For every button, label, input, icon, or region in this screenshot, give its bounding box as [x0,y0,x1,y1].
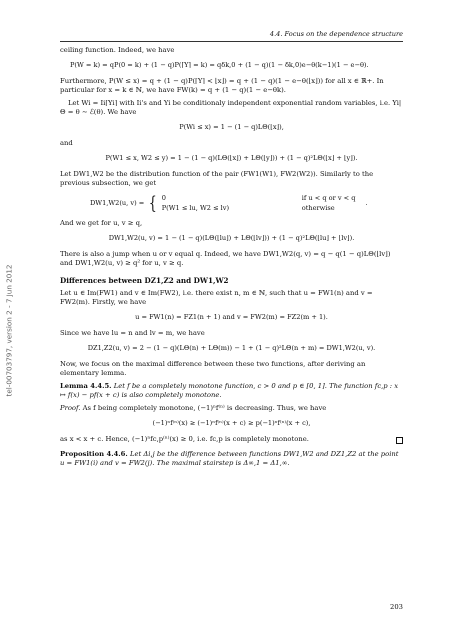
brace-icon: { [148,192,158,214]
page-number: 203 [390,603,403,611]
paragraph: Since we have lu = n and lv = m, we have [60,329,205,337]
lemma-text: Let f be a completely monotone function, c > 0 and p ∈ [0, 1]. The function fc,p : x ↦ f(x) − pf(x + c) is also completely monotone. [60,382,399,399]
equation: P(W = k) = qP(0 = k) + (1 − q)P(⌈Y⌉ = k) = qδk,0 + (1 − q)(1 − δk,0)e−θ(k−1)(1 − e−θ). [70,61,369,69]
proposition-text: Let Δi,j be the difference between functions DW1,W2 and DZ1,Z2 at the point u = FW1(i) and v = FW2(j). The maximal stairstep is Δ∞,1 = Δ1,∞. [60,450,399,467]
equation: DW1,W2(u, v) = 1 − (1 − q)(LΘ(⌊lu⌋) + LΘ(⌊lv⌋)) + (1 − q)²LΘ(⌊lu⌋ + ⌊lv⌋). [108,234,355,242]
paragraph: Let Wi = Ii⌈Yi⌉ with Ii's and Yi be conditionaly independent exponential random variables, i.e. Yi|Θ = θ ∼ ℰ(θ). We have [60,99,402,116]
section-heading: Differences between DZ1,Z2 and DW1,W2 [60,276,229,285]
archive-stamp [2,210,16,450]
proposition-label: Proposition 4.4.6. [60,450,128,458]
header-rule [60,41,403,42]
proof-text: As f being completely monotone, (−1)ⁿf⁽ⁿ⁾ is decreasing. Thus, we have [82,404,327,412]
proof-label: Proof. [60,404,81,412]
case-condition: otherwise [301,204,335,212]
equation: P(W1 ≤ x, W2 ≤ y) = 1 − (1 − q)(LΘ(⌊x⌋) + LΘ(⌊y⌋)) + (1 − q)²LΘ(⌊x⌋ + ⌊y⌋). [105,154,358,162]
paragraph: Let u ∈ Im(FW1) and v ∈ Im(FW2), i.e. there exist n, m ∈ ℕ, such that u = FW1(n) and v = FW2(m). Firstly, we have [60,289,373,306]
proof-end-text: as x < x + c. Hence, (−1)ⁿfc,p⁽ⁿ⁾(x) ≥ 0, i.e. fc,p is completely monotone. [60,435,309,443]
equation: DZ1,Z2(u, v) = 2 − (1 − q)(LΘ(n) + LΘ(m)) − 1 + (1 − q)²LΘ(n + m) = DW1,W2(u, v). [87,344,376,352]
cases-equation [90,194,403,213]
cases-end: . [365,199,368,207]
paragraph: Now, we focus on the maximal difference between these two functions, after deriving an elementary lemma. [60,360,366,377]
page-body [60,46,403,472]
paragraph: and [60,139,73,147]
equation: u = FW1(n) = FZ1(n + 1) and v = FW2(m) = FZ2(m + 1). [135,313,328,321]
case-condition: if u < q or v < q [301,194,356,202]
equation: P(Wi ≤ x) = 1 − (1 − q)LΘ(⌊x⌋), [179,123,284,131]
cases-lhs: DW1,W2(u, v) = [90,199,145,207]
proposition [60,450,403,468]
proof-end-line [60,435,403,444]
cases-rows [162,194,356,213]
case-value: 0 [161,194,166,202]
proof [60,404,403,413]
paragraph: Let DW1,W2 be the distribution function of the pair (FW1(W1), FW2(W2)). Similarly to the previous subsection, we get [60,170,374,187]
archive-stamp-text: tel-00703797, version 2 - 7 Jun 2012 [4,264,14,396]
lemma-label: Lemma 4.4.5. [60,382,112,390]
paragraph: There is also a jump when u or v equal q. Indeed, we have DW1,W2(q, v) = q − q(1 − q)LΘ(⌊lv⌋) and DW1,W2(u, v) ≥ q² for u, v ≥ q. [60,250,391,267]
lemma [60,382,403,400]
paragraph: ceiling function. Indeed, we have [60,46,175,54]
equation: (−1)ⁿf⁽ⁿ⁾(x) ≥ (−1)ⁿf⁽ⁿ⁾(x + c) ≥ p(−1)ⁿf⁽ⁿ⁾(x + c), [152,419,311,427]
case-value: P(W1 ≤ lu, W2 ≤ lv) [161,204,230,212]
paragraph: And we get for u, v ≥ q, [60,219,143,227]
paragraph: Furthermore, P(W ≤ x) = q + (1 − q)P(⌈Y⌉ < ⌊x⌋) = q + (1 − q)(1 − e−θ(⌊x⌋)) for all x ∈ ℝ+. In particular for x = k ∈ ℕ, we have FW(k) = q + (1 − q)(1 − e−θk). [60,77,384,94]
qed-square-icon [396,437,403,444]
running-head: 4.4. Focus on the dependence structure [269,30,403,38]
